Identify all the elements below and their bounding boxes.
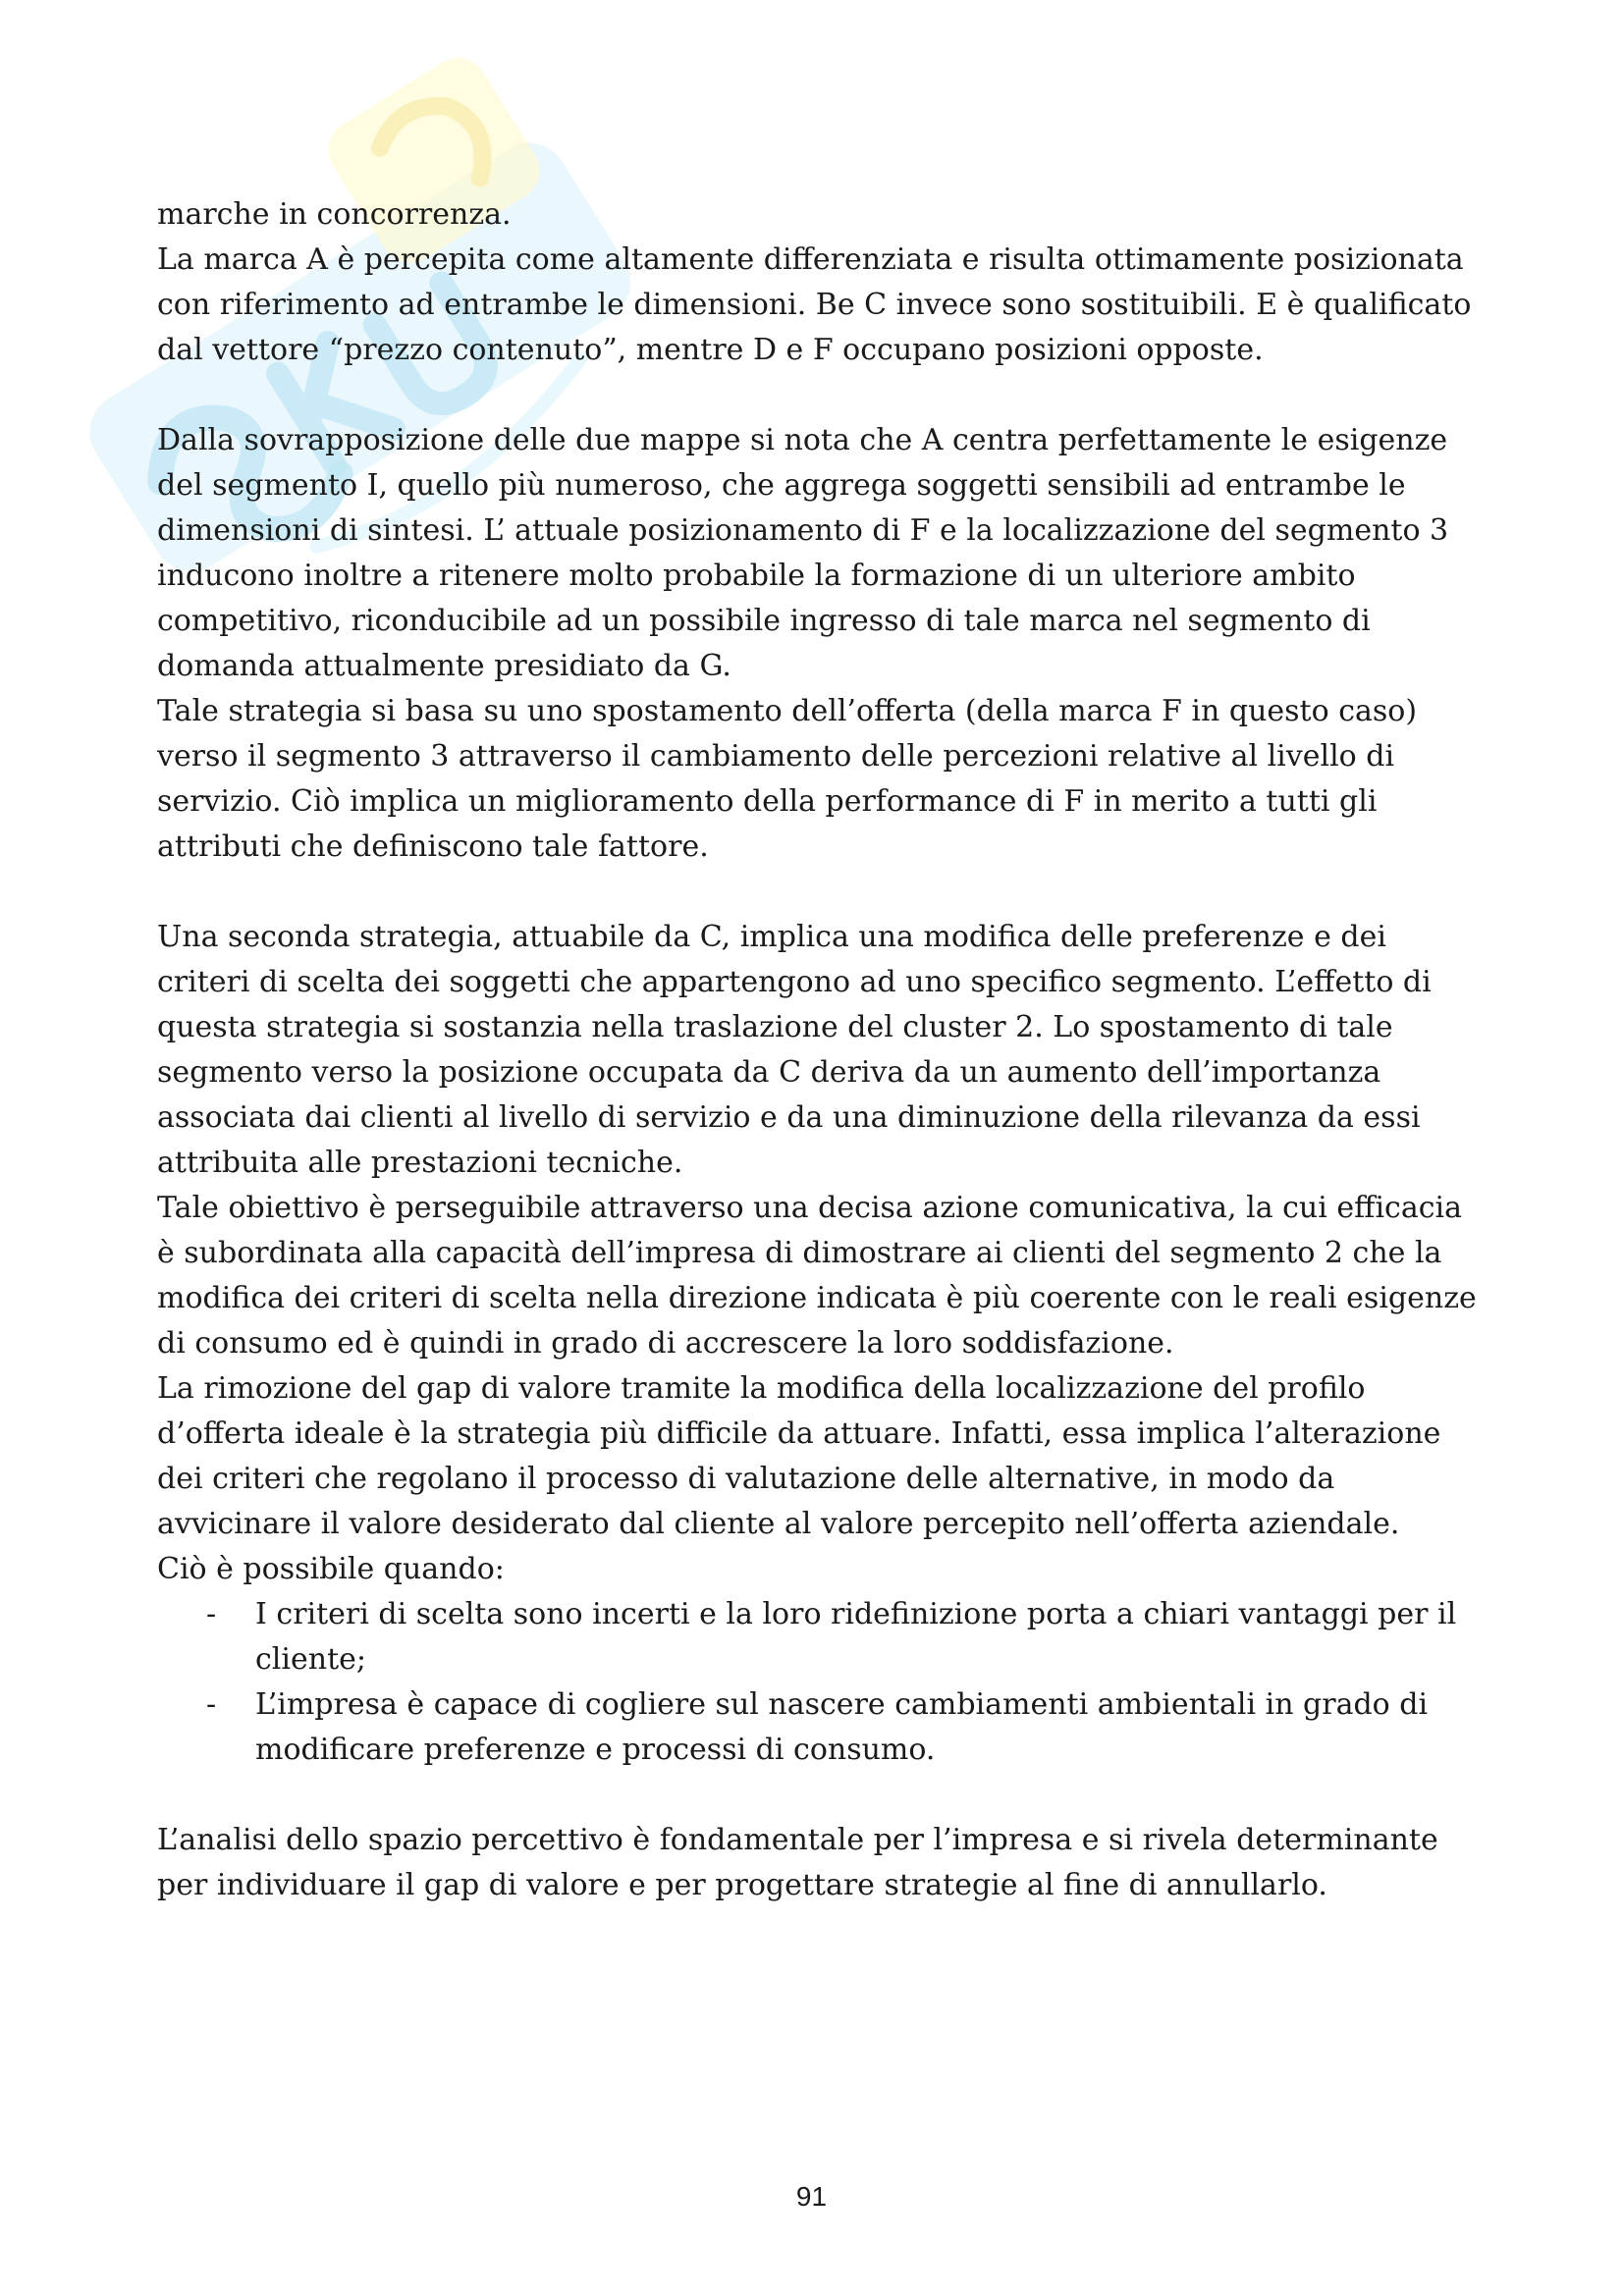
list-item-text: L’impresa è capace di cogliere sul nascere cambiamenti ambientali in grado di modificare preferenze e processi di consumo.	[255, 1687, 1429, 1767]
conditions-list	[157, 1592, 1478, 1773]
paragraph-spacer	[157, 870, 1478, 915]
paragraph-3: Dalla sovrapposizione delle due mappe si nota che A centra perfettamente le esigenze del segmento I, quello più numeroso, che aggrega soggetti sensibili ad entrambe le dimensioni di sintesi. L’ attuale posizionamento di F e la localizzazione del segmento 3 inducono inoltre a ritenere molto probabile la formazione di un ulteriore ambito competitivo, riconducibile ad un possibile ingresso di tale marca nel segmento di domanda attualmente presidiato da G.	[157, 423, 1449, 683]
bullet-marker: -	[206, 1597, 217, 1631]
paragraph-8: Ciò è possibile quando:	[157, 1552, 505, 1586]
page-body	[157, 192, 1478, 1908]
watermark-text: Skuola.net	[20, 29, 26, 30]
paragraph-spacer	[157, 1773, 1478, 1818]
paragraph-6: Tale obiettivo è perseguibile attraverso una decisa azione comunicativa, la cui efficacia è subordinata alla capacità dell’impresa di dimostrare ai clienti del segmento 2 che la modifica dei criteri di scelta nella direzione indicata è più coerente con le reali esigenze di consumo ed è quindi in grado di accrescere la loro soddisfazione.	[157, 1191, 1477, 1361]
paragraph-5: Una seconda strategia, attuabile da C, implica una modifica delle preferenze e dei criteri di scelta dei soggetti che appartengono ad uno specifico segmento. L’effetto di questa strategia si sostanzia nella traslazione del cluster 2. Lo spostamento di tale segmento verso la posizione occupata da C deriva da un aumento dell’importanza associata dai clienti al livello di servizio e da una diminuzione della rilevanza da essi attribuita alle prestazioni tecniche.	[157, 920, 1432, 1180]
paragraph-2: La marca A è percepita come altamente differenziata e risulta ottimamente posizionata con riferimento ad entrambe le dimensioni. Be C invece sono sostituibili. E è qualificato dal vettore “prezzo contenuto”, mentre D e F occupano posizioni opposte.	[157, 242, 1472, 367]
closing-paragraph: L’analisi dello spazio percettivo è fondamentale per l’impresa e si rivela determinante per individuare il gap di valore e per progettare strategie al fine di annullarlo.	[157, 1823, 1438, 1902]
list-item	[157, 1682, 1478, 1773]
paragraph-4: Tale strategia si basa su uno spostamento dell’offerta (della marca F in questo caso) verso il segmento 3 attraverso il cambiamento delle percezioni relative al livello di servizio. Ciò implica un miglioramento della performance di F in merito a tutti gli attributi che definiscono tale fattore.	[157, 694, 1418, 864]
paragraph-7: La rimozione del gap di valore tramite la modifica della localizzazione del profilo d’offerta ideale è la strategia più difficile da attuare. Infatti, essa implica l’alterazione dei criteri che regolano il processo di valutazione delle alternative, in modo da avvicinare il valore desiderato dal cliente al valore percepito nell’offerta aziendale.	[157, 1371, 1441, 1541]
list-item	[157, 1592, 1478, 1682]
list-item-text: I criteri di scelta sono incerti e la loro ridefinizione porta a chiari vantaggi per il cliente;	[255, 1597, 1457, 1677]
page-number: 91	[795, 2181, 828, 2212]
bullet-marker: -	[206, 1687, 217, 1722]
paragraph-1: marche in concorrenza.	[157, 197, 512, 232]
paragraph-spacer	[157, 373, 1478, 418]
